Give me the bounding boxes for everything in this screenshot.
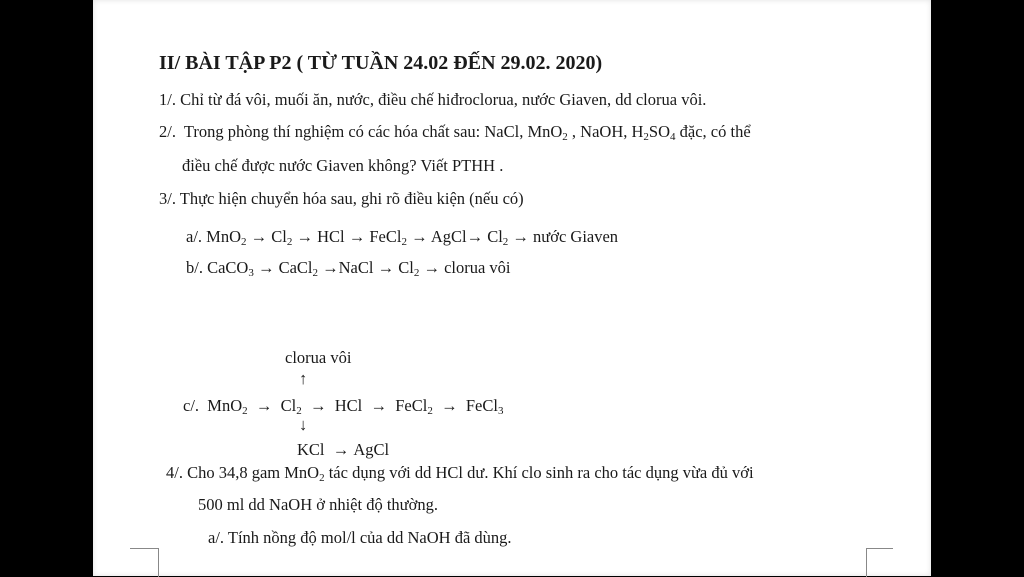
document-page: [93, 0, 931, 576]
scheme-c-top-product: clorua vôi: [285, 348, 352, 367]
question-1: 1/. Chỉ từ đá vôi, muối ăn, nước, điều chế hiđroclorua, nước Giaven, dd clorua vôi.: [159, 90, 707, 109]
scheme-c-bottom-branch: KCl → AgCl: [297, 440, 390, 459]
section-heading: II/ BÀI TẬP P2 ( TỪ TUẦN 24.02 ĐẾN 29.02. 2020): [159, 52, 603, 74]
up-arrow-icon: ↑: [299, 369, 308, 388]
question-3: 3/. Thực hiện chuyển hóa sau, ghi rõ điều kiện (nếu có): [159, 189, 524, 208]
question-3a-scheme: a/. $MnO_2 \to Cl_2$ → HCl → FeCl$_2$ → AgCl→ $Cl_2$ → nước Giaven: [186, 227, 619, 248]
question-4-line-2: 500 ml dd NaOH ở nhiệt độ thường.: [198, 495, 438, 514]
down-arrow-icon: ↓: [299, 415, 308, 434]
page-corner-mark-right: [866, 548, 893, 577]
page-corner-mark-left: [130, 548, 159, 577]
question-3c-scheme: c/. $MnO_2 \to Cl_2$ → HCl → FeCl$_2$ → FeCl$_3$: [183, 396, 504, 417]
question-4a: a/. Tính nồng độ mol/l của dd NaOH đã dùng.: [208, 528, 512, 547]
question-3b-scheme: b/. CaCO$_3$ → CaCl$_2$ →NaCl → $Cl_2$ → clorua vôi: [186, 258, 511, 279]
question-4-line-1: 4/. Cho 34,8 gam MnO$_2$ tác dụng với dd HCl dư. Khí clo sinh ra cho tác dụng vừa đủ với: [166, 463, 754, 484]
question-2-line-1: 2/. Trong phòng thí nghiệm có các hóa chất sau: NaCl, MnO$_2$ , NaOH, $H_2SO_4$ đặc, có thể: [159, 122, 751, 143]
question-2-line-2: điều chế được nước Giaven không? Viết PTHH .: [182, 156, 504, 175]
